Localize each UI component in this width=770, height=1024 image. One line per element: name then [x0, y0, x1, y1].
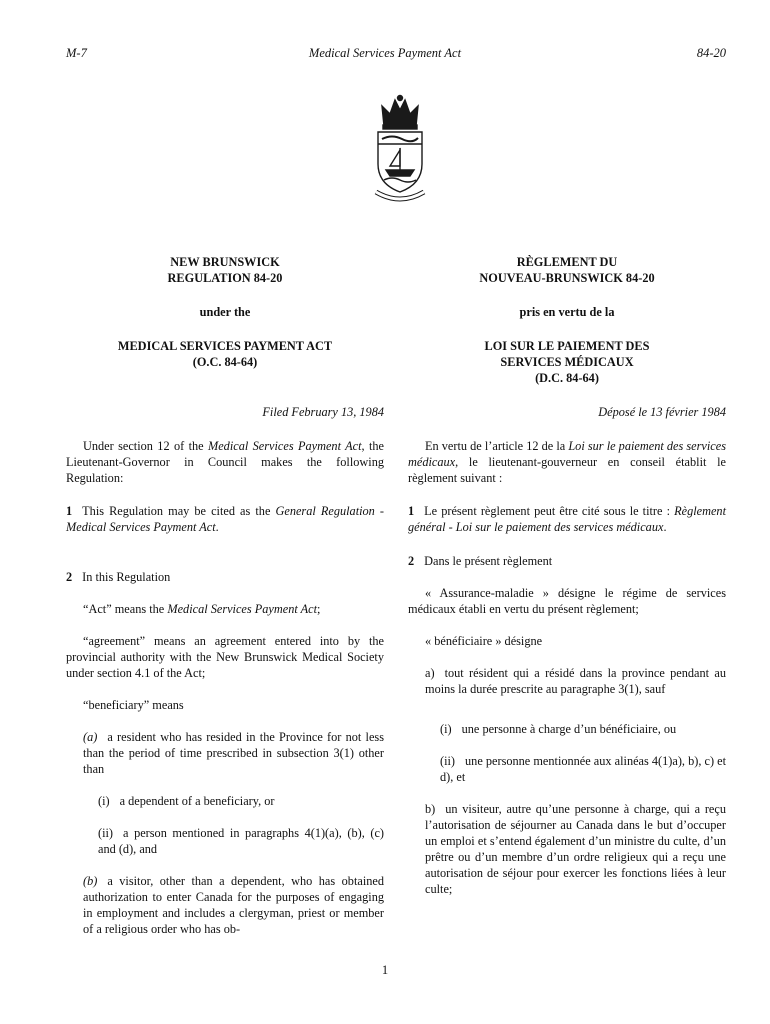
running-header-left: M-7: [66, 46, 87, 60]
new-brunswick-crest-icon: [368, 92, 432, 204]
en-preamble: Under section 12 of the Medical Services Payment Act, the Lieutenant-Governor in Council makes the following Regulation:: [66, 439, 385, 485]
english-column: [66, 254, 384, 937]
fr-title-line1: RÈGLEMENT DU: [516, 255, 618, 269]
en-para-a-ii: (ii) a person mentioned in paragraphs 4(1)(a), (b), (c) and (d), and: [98, 826, 384, 856]
fr-section-2: 2 Dans le présent règlement: [408, 554, 553, 568]
french-column: [408, 254, 726, 897]
en-under: under the: [199, 305, 251, 319]
en-def-agreement: “agreement” means an agreement entered into by the provincial authority with the New Brunswick Medical Society under section 4.1 of the Act;: [66, 634, 384, 680]
fr-filed-date: Déposé le 13 février 1984: [598, 405, 726, 419]
fr-act-line1: LOI SUR LE PAIEMENT DES: [484, 339, 650, 353]
fr-def-assurance-maladie: « Assurance-maladie » désigne le régime de services médicaux établi en vertu du présent règlement;: [408, 586, 726, 616]
fr-under: pris en vertu de la: [519, 305, 615, 319]
running-header-right: 84-20: [696, 46, 726, 60]
fr-para-a: a) tout résident qui a résidé dans la province pendant au moins la durée prescrite au paragraphe 3(1), sauf: [425, 666, 726, 696]
fr-section-1: 1 Le présent règlement peut être cité sous le titre : Règlement général - Loi sur le paiement des services médicaux.: [408, 504, 726, 534]
en-title-line1: NEW BRUNSWICK: [170, 255, 280, 269]
page-number: 1: [381, 963, 389, 977]
en-para-a-i: (i) a dependent of a beneficiary, or: [98, 794, 275, 808]
en-def-act: “Act” means the Medical Services Payment Act;: [83, 602, 321, 616]
en-section-2: 2 In this Regulation: [66, 570, 171, 584]
fr-act-line2: SERVICES MÉDICAUX: [500, 355, 634, 369]
en-para-a: (a) a resident who has resided in the Province for not less than the period of time prescribed in subsection 3(1) other than: [83, 730, 384, 776]
en-filed-date: Filed February 13, 1984: [262, 405, 384, 419]
en-para-b: (b) a visitor, other than a dependent, who has obtained authorization to enter Canada for the purposes of engaging in employment and includes a clergyman, priest or member of a religious order who has ob-: [83, 874, 384, 936]
fr-para-b: b) un visiteur, autre qu’une personne à charge, qui a reçu l’autorisation de séjourner au Canada dans le but d’occuper un emploi et s’entend également d’un ministre du culte, d’un prêtre ou d’un membre d’un ordre religieux qui a reçu une autorisation de séjour pour exercer les fonctions liées à leur culte;: [425, 802, 726, 896]
en-act-line1: MEDICAL SERVICES PAYMENT ACT: [117, 339, 333, 353]
en-act-line2: (O.C. 84-64): [192, 355, 258, 369]
en-def-beneficiary: “beneficiary” means: [83, 698, 184, 712]
fr-def-beneficiaire: « bénéficiaire » désigne: [425, 634, 543, 648]
fr-act-line3: (D.C. 84-64): [535, 371, 599, 385]
fr-para-a-i: (i) une personne à charge d’un bénéficiaire, ou: [440, 722, 677, 736]
fr-para-a-ii: (ii) une personne mentionnée aux alinéas 4(1)a), b), c) et d), et: [440, 754, 726, 784]
fr-title-line2: NOUVEAU-BRUNSWICK 84-20: [479, 271, 655, 285]
en-title-line2: REGULATION 84-20: [167, 271, 283, 285]
running-header-title: Medical Services Payment Act: [308, 46, 462, 60]
en-section-1: 1 This Regulation may be cited as the General Regulation - Medical Services Payment Act.: [66, 504, 384, 534]
fr-preamble: En vertu de l’article 12 de la Loi sur le paiement des services médicaux, le lieutenant-gouverneur en conseil établit le règlement suivant :: [408, 439, 726, 485]
